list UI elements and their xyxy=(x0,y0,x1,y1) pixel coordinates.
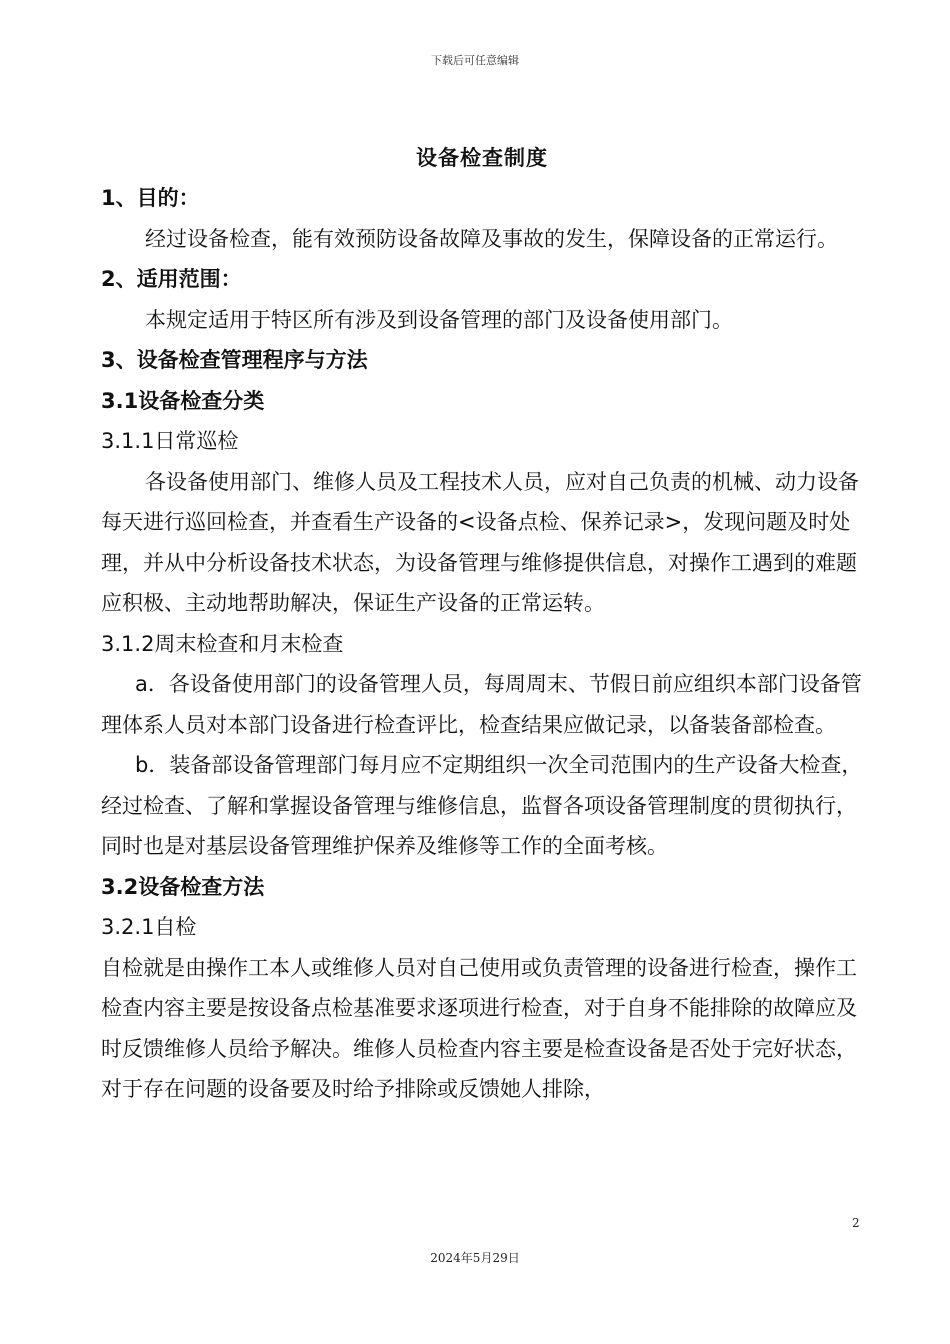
document-body xyxy=(101,178,869,1110)
footer-date: 2024年5月29日 xyxy=(430,1251,520,1265)
section-3-2-1-text: 自检就是由操作工本人或维修人员对自己使用或负责管理的设备进行检查，操作工检查内容主要是按设备点检基准要求逐项进行检查，对于自身不能排除的故障应及时反馈维修人员给予解决。维修人员检查内容主要是检查设备是否处于完好状态，对于存在问题的设备要及时给予排除或反馈她人排除， xyxy=(101,955,857,1101)
section-3-2-heading: 3.2设备检查方法 xyxy=(101,874,265,899)
header-note: 下载后可任意编辑 xyxy=(431,54,519,67)
section-3-1-2-item-b: b．装备部设备管理部门每月应不定期组织一次全司范围内的生产设备大检查，经过检查、了解和掌握设备管理与维修信息，监督各项设备管理制度的贯彻执行，同时也是对基层设备管理维护保养及维修等工作的全面考核。 xyxy=(101,753,863,858)
section-1-heading: 1、目的： xyxy=(101,186,200,210)
section-3-1-heading: 3.1设备检查分类 xyxy=(101,388,265,413)
page-number: 2 xyxy=(852,1216,860,1230)
section-3-heading: 3、设备检查管理程序与方法 xyxy=(101,348,368,372)
section-3-1-2-heading: 3.1.2周末检查和月末检查 xyxy=(101,631,344,656)
section-2-text: 本规定适用于特区所有涉及到设备管理的部门及设备使用部门。 xyxy=(145,307,733,332)
section-3-1-1-text: 各设备使用部门、维修人员及工程技术人员，应对自己负责的机械、动力设备每天进行巡回检查，并查看生产设备的<设备点检、保养记录>，发现问题及时处理，并从中分析设备技术状态，为设备管理与维修提供信息，对操作工遇到的难题应积极、主动地帮助解决，保证生产设备的正常运转。 xyxy=(101,469,859,615)
section-3-1-1-heading: 3.1.1日常巡检 xyxy=(101,429,239,453)
section-3-1-2-item-a: a．各设备使用部门的设备管理人员，每周周末、节假日前应组织本部门设备管理体系人员对本部门设备进行检查评比，检查结果应做记录，以备装备部检查。 xyxy=(101,672,862,737)
document-title: 设备检查制度 xyxy=(416,146,548,170)
section-2-heading: 2、适用范围： xyxy=(101,267,242,291)
section-3-2-1-heading: 3.2.1自检 xyxy=(101,915,197,939)
section-1-text: 经过设备检查，能有效预防设备故障及事故的发生，保障设备的正常运行。 xyxy=(145,226,838,251)
